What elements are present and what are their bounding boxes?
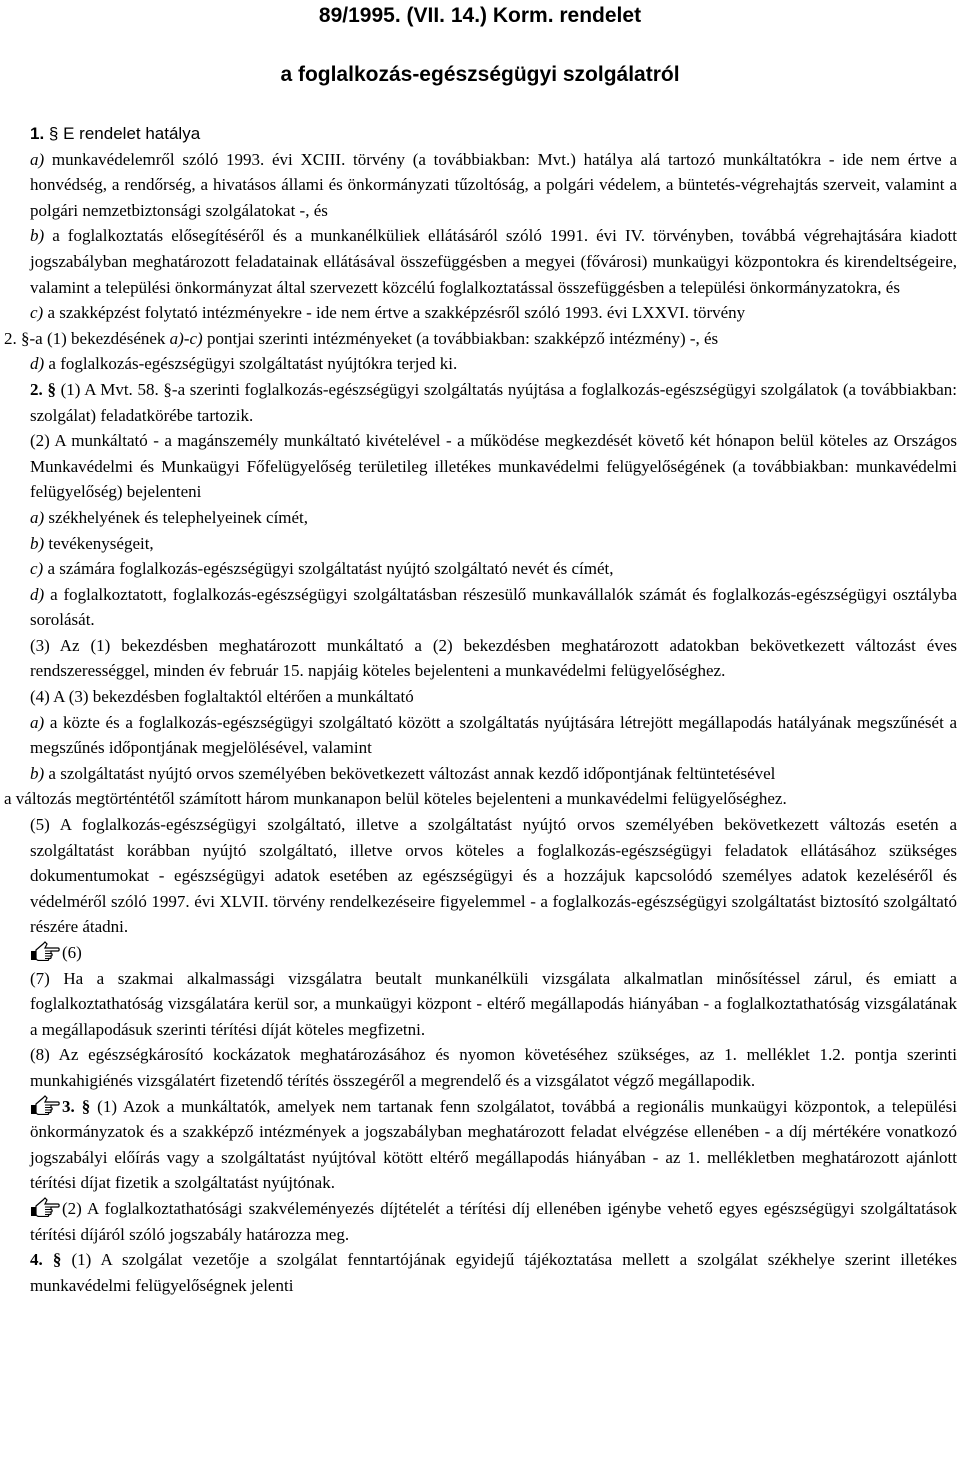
section-2-paragraph-4-point-b: b) a szolgáltatást nyújtó orvos személyében bekövetkezett változást annak kezdő időpontjának feltüntetésével — [30, 763, 776, 783]
pointing-hand-icon[interactable] — [30, 1197, 60, 1217]
section-2-paragraph-4: (4) A (3) bekezdésben foglaltaktól eltérően a munkáltató — [30, 687, 414, 707]
section-2-point-a: a) székhelyének és telephelyeinek címét, — [30, 507, 309, 527]
section-3-paragraph-1: 3. § (1) Azok a munkáltatók, amelyek nem tartanak fenn szolgálatot, továbbá a regionális munkaügyi központok, a települési önkormányzatok és a szakképző intézmények a jogszabályban meghatározott feladat elvégzése ellenében - a díj mértékére vonatkozó jogszabályi előírás vagy a szolgáltatást nyújtóval kötött eltérő megállapodás hiányában - az 1. mellékletben meghatározott ajánlott térítési díjat fizetik a szolgáltatást nyújtónak. — [30, 1096, 958, 1193]
section-2-point-c: c) a számára foglalkozás-egészségügyi szolgáltatást nyújtó szolgáltató nevét és címét, — [30, 559, 614, 579]
section-2-point-d: d) a foglalkoztatott, foglalkozás-egészségügyi szolgáltatásban részesülő munkavállalók számát és foglalkozás-egészségügyi osztályba sorolását. — [30, 584, 957, 630]
section-2-paragraph-8: (8) Az egészségkárosító kockázatok meghatározásához és nyomon követéséhez szükséges, az 1. melléklet 1.2. pontja szerinti munkahigiénés vizsgálatért fizetendő térítés összegéről a megrendelő és a vizsgálatot végző megállapodik. — [30, 1045, 957, 1090]
section-2-paragraph-6: (6) — [4, 940, 957, 966]
section-2-paragraph-3: (3) Az (1) bekezdésben meghatározott munkáltató a (2) bekezdésben meghatározott adatokban bekövetkezett változást éves rendszerességgel, minden év február 15. napjáig köteles bejelenteni a munkavédelmi felügyelőséghez. — [30, 635, 957, 681]
pointing-hand-icon[interactable] — [30, 941, 60, 961]
section-1-point-b: b) a foglalkoztatás elősegítéséről és a munkanélküliek ellátásáról szóló 1991. évi IV. törvényben, továbbá végrehajtására kiadott jogszabályban meghatározott feladatainak ellátásával összefüggésben a megyei (fővárosi) munkaügyi központokra és kirendeltségeire, valamint a települési önkormányzat által szervezett közcélú foglalkoztatással összefüggésben a települési önkormányzatokra, és — [30, 226, 958, 297]
section-1-heading: 1. § E rendelet hatálya — [30, 124, 201, 143]
section-2-paragraph-2: (2) A munkáltató - a magánszemély munkáltató kivételével - a működése megkezdését követő két hónapon belül köteles az Országos Munkavédelmi és Munkaügyi Főfelügyelőség területileg illetékes munkavédelmi felügyelőségének (a továbbiakban: munkavédelmi felügyelőség) bejelenteni — [30, 431, 957, 502]
section-2-paragraph-5: (5) A foglalkozás-egészségügyi szolgáltató, illetve a szolgáltatást nyújtó orvos személyében bekövetkezett változás esetén a szolgáltatást korábban nyújtó szolgáltató, illetve orvos köteles a foglalkozás-egészségügyi feladatok ellátásához szükséges dokumentumokat - egészségügyi adatok esetében az egészségügyi és a hozzájuk kapcsolódó személyes adatok kezeléséről és védelméről szóló 1997. évi XLVII. törvény rendelkezéseire figyelemmel - a foglalkozás-egészségügyi szolgáltatást biztosító szolgáltató részére átadni. — [30, 815, 957, 937]
document-body — [4, 121, 957, 1298]
section-2-paragraph-4-point-a: a) a közte és a foglalkozás-egészségügyi szolgáltató között a szolgáltatás nyújtására létrejött megállapodás hatályának megszűnését a megszűnés időpontjának megjelölésével, valamint — [30, 712, 958, 758]
section-2-paragraph-7: (7) Ha a szakmai alkalmassági vizsgálatra beutalt munkanélküli vizsgálata alkalmatlan minősítéssel zárul, és emiatt a foglalkoztathatóság vizsgálatára kerül sor, a munkaügyi központ - eltérő megállapodás hiányában - a foglalkoztathatóság vizsgálatának a megállapodásuk szerinti térítési díját köteles megfizetni. — [30, 968, 957, 1039]
section-2-paragraph-1: 2. § (1) A Mvt. 58. §-a szerinti foglalkozás-egészségügyi szolgáltatás nyújtása a foglalkozás-egészségügyi szolgálatok (a továbbiakban: szolgálat) feladatkörébe tartozik. — [30, 379, 958, 425]
section-1-point-d: d) a foglalkozás-egészségügyi szolgáltatást nyújtókra terjed ki. — [30, 354, 458, 374]
section-2-point-b: b) tevékenységeit, — [30, 533, 154, 553]
document-subtitle: a foglalkozás-egészségügyi szolgálatról — [280, 63, 680, 86]
document-title: 89/1995. (VII. 14.) Korm. rendelet — [318, 4, 642, 27]
section-1-point-c: c) a szakképzést folytató intézményekre - ide nem értve a szakképzésről szóló 1993. évi LXXVI. törvény — [30, 303, 746, 323]
pointing-hand-icon[interactable] — [30, 1095, 60, 1115]
section-2-paragraph-4-tail: a változás megtörténtétől számított három munkanapon belül köteles bejelenteni a munkavédelmi felügyelőséghez. — [4, 789, 787, 809]
section-4-paragraph-1: 4. § (1) A szolgálat vezetője a szolgálat fenntartójának egyidejű tájékoztatása mellett a szolgálat székhelye szerint illetékes munkavédelmi felügyelőségnek jelenti — [30, 1250, 958, 1295]
section-1-point-a: a) munkavédelemről szóló 1993. évi XCIII. törvény (a továbbiakban: Mvt.) hatálya alá tartozó munkáltatókra - ide nem értve a honvédség, a rendőrség, a hivatásos állami és önkormányzati tűzoltóság, a polgári védelem, a büntetés-végrehajtás szerveit, valamint a polgári nemzetbiztonsági szolgálatokat -, és — [30, 149, 957, 220]
section-3-paragraph-2: (2) A foglalkoztathatósági szakvéleményezés díjtételét a térítési díj ellenében igénybe vehető egyes egészségügyi szolgáltatások térítési díjáról szóló jogszabály határozza meg. — [30, 1198, 957, 1244]
section-1-point-c-cont: 2. §-a (1) bekezdésének a)-c) pontjai szerinti intézményeket (a továbbiakban: szakképző intézmény) -, és — [4, 328, 719, 348]
